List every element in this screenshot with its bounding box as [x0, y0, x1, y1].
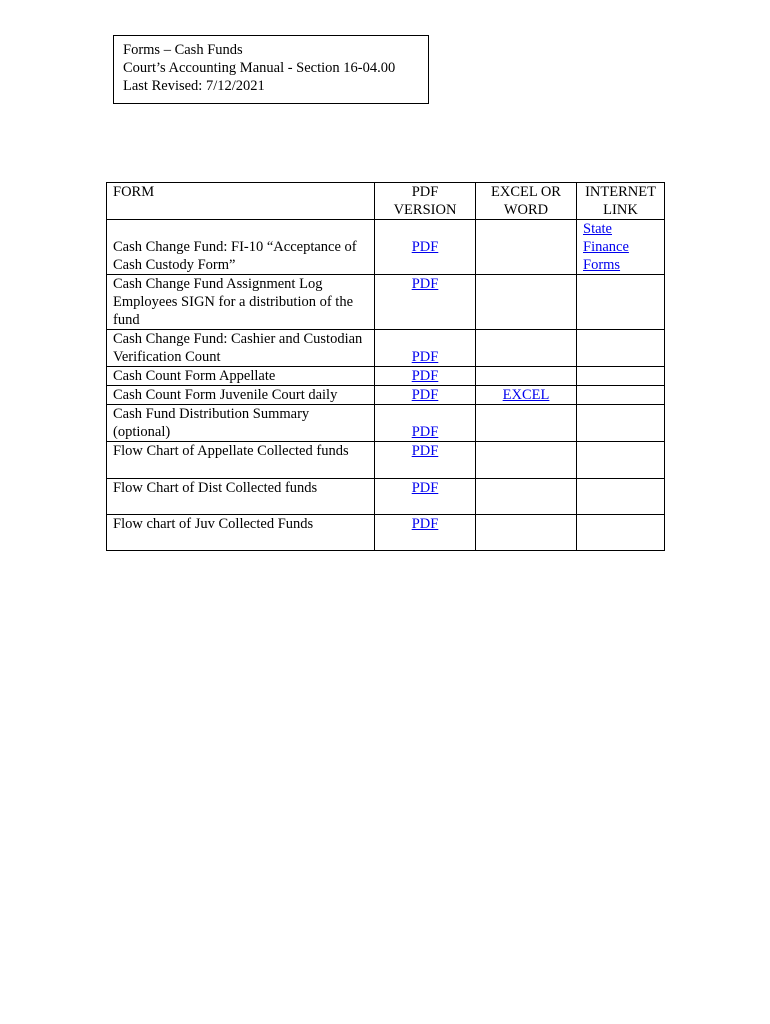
form-name-cell — [107, 442, 375, 479]
excel-cell — [476, 479, 577, 515]
excel-cell — [476, 367, 577, 386]
internet-link-cell — [577, 367, 665, 386]
table-header-row — [107, 183, 665, 220]
pdf-cell — [375, 405, 476, 442]
form-name-cell — [107, 220, 375, 275]
form-name: Cash Count Form Appellate — [113, 368, 276, 384]
table-row — [107, 220, 665, 275]
pdf-cell — [375, 275, 476, 330]
excel-cell — [476, 386, 577, 405]
excel-cell — [476, 220, 577, 275]
form-name: Flow Chart of Appellate Collected funds — [113, 443, 349, 459]
form-name: Flow Chart of Dist Collected funds — [113, 480, 318, 496]
pdf-cell — [375, 515, 476, 551]
pdf-link[interactable]: PDF — [411, 239, 439, 255]
internet-link-cell — [577, 479, 665, 515]
form-name: Cash Change Fund Assignment Log Employees SIGN for a distribution of the fund — [113, 276, 354, 328]
pdf-cell — [375, 330, 476, 367]
form-name: Cash Change Fund: FI-10 “Acceptance of Cash Custody Form” — [113, 239, 357, 273]
form-name-cell — [107, 515, 375, 551]
pdf-cell — [375, 386, 476, 405]
internet-link-cell — [577, 220, 665, 275]
form-name-cell — [107, 330, 375, 367]
table-row — [107, 386, 665, 405]
internet-link-cell — [577, 405, 665, 442]
form-name: Cash Count Form Juvenile Court daily — [113, 387, 338, 403]
excel-cell — [476, 515, 577, 551]
internet-link-cell — [577, 386, 665, 405]
pdf-link[interactable]: PDF — [411, 480, 439, 496]
pdf-link[interactable]: PDF — [411, 349, 439, 365]
pdf-link[interactable]: PDF — [411, 424, 439, 440]
pdf-link[interactable]: PDF — [411, 516, 439, 532]
pdf-link[interactable]: PDF — [411, 443, 439, 459]
header-last-revised: Last Revised: 7/12/2021 — [123, 78, 265, 94]
internet-link-cell — [577, 515, 665, 551]
header-manual-section: Court’s Accounting Manual - Section 16-04.00 — [123, 60, 396, 76]
form-name: Cash Fund Distribution Summary (optional) — [113, 406, 310, 440]
form-name: Cash Change Fund: Cashier and Custodian Verification Count — [113, 331, 363, 365]
pdf-link[interactable]: PDF — [411, 387, 439, 403]
column-header-form: FORM — [107, 183, 375, 220]
pdf-link[interactable]: PDF — [411, 276, 439, 292]
column-header-pdf: PDF VERSION — [375, 183, 476, 220]
pdf-cell — [375, 220, 476, 275]
table-row — [107, 442, 665, 479]
pdf-link[interactable]: PDF — [411, 368, 439, 384]
excel-cell — [476, 275, 577, 330]
pdf-cell — [375, 442, 476, 479]
form-name-cell — [107, 367, 375, 386]
excel-link[interactable]: EXCEL — [502, 387, 550, 403]
table-row — [107, 367, 665, 386]
table-row — [107, 275, 665, 330]
excel-cell — [476, 330, 577, 367]
internet-link-cell — [577, 275, 665, 330]
state-finance-forms-link[interactable]: State Finance Forms — [583, 221, 629, 273]
column-header-excel: EXCEL OR WORD — [476, 183, 577, 220]
internet-link-cell — [577, 442, 665, 479]
form-name: Flow chart of Juv Collected Funds — [113, 516, 314, 532]
form-name-cell — [107, 275, 375, 330]
form-name-cell — [107, 405, 375, 442]
header-title: Forms – Cash Funds — [123, 42, 243, 58]
table-row — [107, 405, 665, 442]
table-row — [107, 479, 665, 515]
forms-table — [106, 182, 665, 551]
table-row — [107, 515, 665, 551]
internet-link-cell — [577, 330, 665, 367]
form-name-cell — [107, 479, 375, 515]
excel-cell — [476, 405, 577, 442]
document-header-box — [113, 35, 429, 104]
form-name-cell — [107, 386, 375, 405]
column-header-internet: INTERNET LINK — [577, 183, 665, 220]
pdf-cell — [375, 367, 476, 386]
pdf-cell — [375, 479, 476, 515]
excel-cell — [476, 442, 577, 479]
table-row — [107, 330, 665, 367]
